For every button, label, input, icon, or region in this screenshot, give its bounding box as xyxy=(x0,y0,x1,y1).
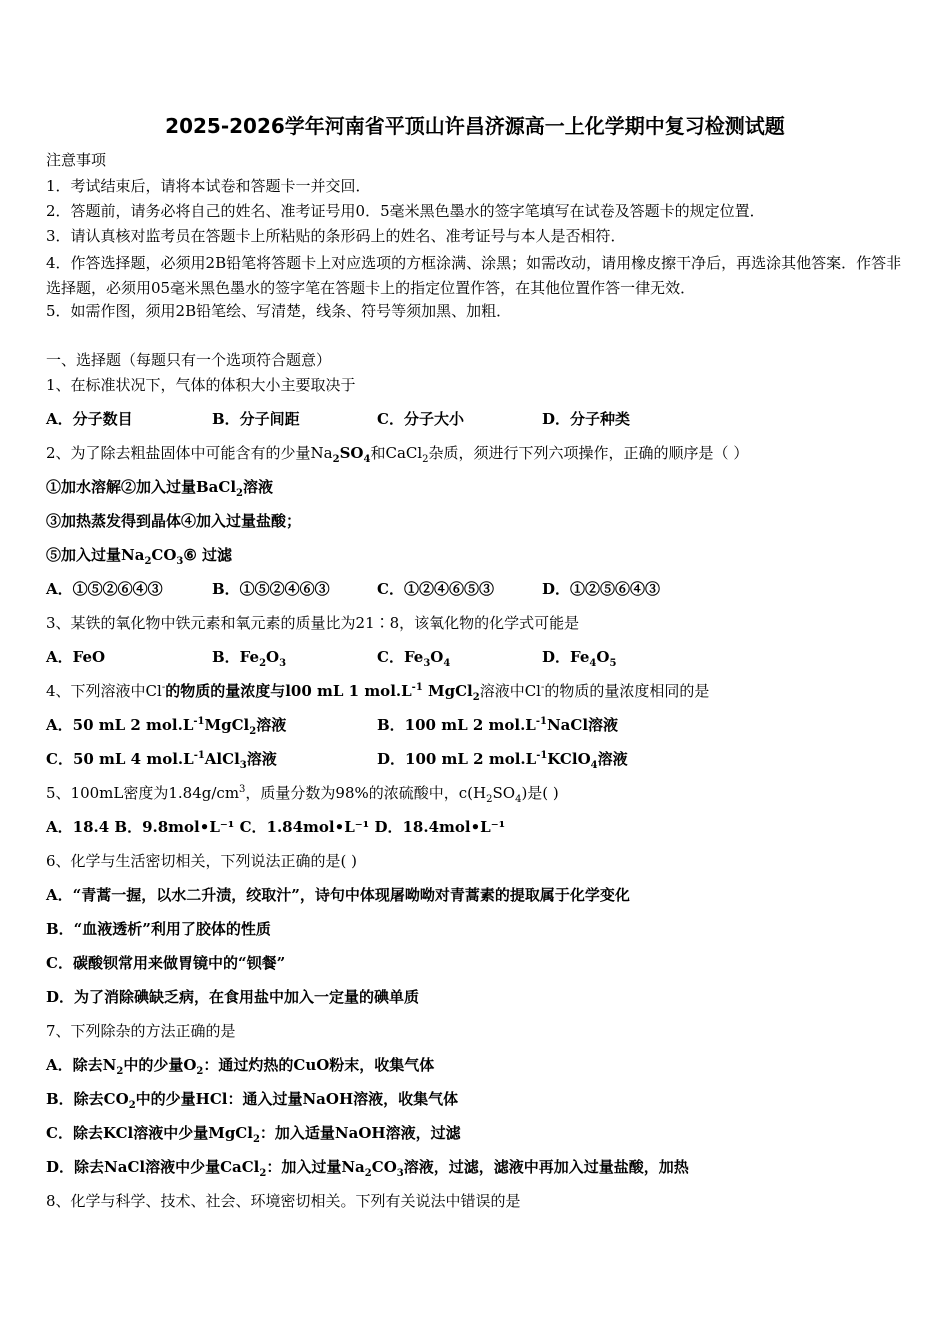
superscript: -1 xyxy=(411,682,423,693)
q4-option-d xyxy=(377,749,628,769)
notice-item-4: 4．作答选择题，必须用2B铅笔将答题卡上对应选项的方框涂满、涂黑；如需改动，请用橡皮擦干净后，再选涂其他答案．作答非选择题，必须用05毫米黑色墨水的签字笔在答题卡上的指定位置作答，在其他位置作答一律无效． xyxy=(46,254,902,297)
q4-option-text: D．100 mL 2 mol.L xyxy=(377,750,537,768)
q4-stem-part: 的物质的量浓度相同的是 xyxy=(544,682,710,700)
q1-option-c: C．分子大小 xyxy=(377,410,464,428)
q4-stem-part: MgCl xyxy=(422,682,473,700)
q4-option-text: 溶液 xyxy=(256,716,287,734)
q7-option-a xyxy=(46,1055,434,1075)
q4-option-c xyxy=(46,749,277,769)
q3-option-d xyxy=(542,647,616,667)
subscript: 2 xyxy=(259,1168,267,1179)
q7-option-text: ：加入适量NaOH溶液，过滤 xyxy=(259,1124,461,1142)
superscript: -1 xyxy=(535,716,547,727)
subscript: 4 xyxy=(590,760,598,771)
q2-step-text: ⑤加入过量Na xyxy=(46,546,145,564)
q1-option-a: A．分子数目 xyxy=(46,410,133,428)
subscript: 4 xyxy=(363,454,371,465)
subscript: 4 xyxy=(515,794,522,805)
subscript: 2 xyxy=(249,726,257,737)
subscript: 2 xyxy=(128,1100,136,1111)
subscript: 2 xyxy=(252,1134,260,1145)
q6-option-c: C．碳酸钡常用来做胃镜中的“钡餐” xyxy=(46,954,286,972)
q7-option-d xyxy=(46,1157,689,1177)
q4-option-text: C．50 mL 4 mol.L xyxy=(46,750,194,768)
q3-option-c xyxy=(377,647,450,667)
subscript: 2 xyxy=(364,1168,372,1179)
q7-option-text: 溶液，过滤，滤液中再加入过量盐酸，加热 xyxy=(403,1158,689,1176)
subscript: 3 xyxy=(239,760,247,771)
q4-option-text: KClO xyxy=(547,750,591,768)
q2-option-a: A．①⑤②⑥④③ xyxy=(46,580,163,598)
question-4-stem xyxy=(46,681,709,701)
notice-heading: 注意事项 xyxy=(46,151,107,169)
subscript: 2 xyxy=(422,454,429,465)
question-1-stem: 1、在标准状况下，气体的体积大小主要取决于 xyxy=(46,376,356,394)
q4-option-b xyxy=(377,715,618,735)
q2-option-d: D．①②⑤⑥④③ xyxy=(542,580,661,598)
q7-option-b xyxy=(46,1089,458,1109)
question-8-stem: 8、化学与科学、技术、社会、环境密切相关。下列有关说法中错误的是 xyxy=(46,1192,521,1210)
q4-stem-part: 溶液中Cl xyxy=(479,682,541,700)
question-6-stem: 6、化学与生活密切相关，下列说法正确的是( ) xyxy=(46,852,358,870)
q3-option-text: B．Fe xyxy=(212,648,260,666)
question-2-stem xyxy=(46,443,748,463)
q4-stem-part: 4、下列溶液中Cl xyxy=(46,682,162,700)
q2-steps-3 xyxy=(46,545,232,565)
q4-option-text: A．50 mL 2 mol.L xyxy=(46,716,194,734)
notice-item-1: 1．考试结束后，请将本试卷和答题卡一并交回． xyxy=(46,177,371,195)
q5-stem-part: ，质量分数为98%的浓硫酸中，c(H xyxy=(245,784,487,802)
notice-item-3: 3．请认真核对监考员在答题卡上所粘贴的条形码上的姓名、准考证号与本人是否相符． xyxy=(46,227,626,245)
q2-steps-1 xyxy=(46,477,273,497)
q4-option-text: 溶液 xyxy=(246,750,277,768)
subscript: 4 xyxy=(443,658,451,669)
subscript: 2 xyxy=(472,692,480,703)
subscript: 2 xyxy=(332,454,340,465)
exam-title: 2025-2026学年河南省平顶山许昌济源高一上化学期中复习检测试题 xyxy=(165,114,785,138)
q3-option-a: A．FeO xyxy=(46,648,106,666)
q3-option-text: O xyxy=(596,648,610,666)
subscript: 2 xyxy=(259,658,267,669)
q4-option-text: MgCl xyxy=(204,716,250,734)
q2-step-text: 溶液 xyxy=(243,478,274,496)
q7-option-text: CO xyxy=(371,1158,397,1176)
q2-option-b: B．①⑤②④⑥③ xyxy=(212,580,330,598)
superscript: - xyxy=(161,682,166,693)
q4-option-text: B．100 mL 2 mol.L xyxy=(377,716,536,734)
q4-option-text: 溶液 xyxy=(597,750,628,768)
subscript: 2 xyxy=(116,1066,124,1077)
q4-option-text: NaCl溶液 xyxy=(546,716,619,734)
subscript: 4 xyxy=(589,658,597,669)
superscript: 3 xyxy=(239,784,246,795)
q7-option-text: C．除去KCl溶液中少量MgCl xyxy=(46,1124,253,1142)
superscript: - xyxy=(540,682,545,693)
q6-option-b: B．“血液透析”利用了胶体的性质 xyxy=(46,920,271,938)
q2-step-text: CO xyxy=(151,546,177,564)
section-heading: 一、选择题（每题只有一个选项符合题意） xyxy=(46,351,332,369)
subscript: 3 xyxy=(396,1168,404,1179)
q3-option-b xyxy=(212,647,286,667)
q7-option-c xyxy=(46,1123,461,1143)
q3-option-text: D．Fe xyxy=(542,648,590,666)
superscript: -1 xyxy=(193,716,205,727)
q4-option-a xyxy=(46,715,286,735)
q7-option-text: ：加入过量Na xyxy=(266,1158,365,1176)
question-5-options: A．18.4 B．9.8mol•L⁻¹ C．1.84mol•L⁻¹ D．18.4mol•L⁻¹ xyxy=(46,818,506,836)
q4-option-text: AlCl xyxy=(204,750,240,768)
q5-stem-part: SO xyxy=(492,784,516,802)
subscript: 5 xyxy=(609,658,617,669)
q7-option-text: ：通过灼热的CuO粉末，收集气体 xyxy=(203,1056,435,1074)
q7-option-text: 中的少量HCl：通入过量NaOH溶液，收集气体 xyxy=(135,1090,459,1108)
notice-item-5: 5．如需作图，须用2B铅笔绘、写清楚，线条、符号等须加黑、加粗． xyxy=(46,302,512,320)
question-7-stem: 7、下列除杂的方法正确的是 xyxy=(46,1022,236,1040)
q2-stem-part: 和CaCl xyxy=(370,444,423,462)
q2-stem-part: 杂质，须进行下列六项操作，正确的顺序是（ ） xyxy=(428,444,749,462)
q2-stem-part: SO xyxy=(339,444,364,462)
q1-option-b: B．分子间距 xyxy=(212,410,300,428)
q6-option-d: D．为了消除碘缺乏病，在食用盐中加入一定量的碘单质 xyxy=(46,988,420,1006)
q6-option-a: A．“青蒿一握，以水二升渍，绞取汁”，诗句中体现屠呦呦对青蒿素的提取属于化学变化 xyxy=(46,886,630,904)
superscript: -1 xyxy=(536,750,548,761)
q5-stem-part: )是( ) xyxy=(521,784,559,802)
question-5-stem xyxy=(46,783,559,803)
q2-steps-2: ③加热蒸发得到晶体④加入过量盐酸； xyxy=(46,512,302,530)
q7-option-text: B．除去CO xyxy=(46,1090,129,1108)
subscript: 3 xyxy=(176,556,184,567)
subscript: 2 xyxy=(236,488,244,499)
q7-option-text: 中的少量O xyxy=(123,1056,197,1074)
q2-step-text: ⑥ 过滤 xyxy=(183,546,233,564)
q3-option-text: O xyxy=(430,648,444,666)
q3-option-text: O xyxy=(266,648,280,666)
q2-step-text: ①加水溶解②加入过量BaCl xyxy=(46,478,237,496)
subscript: 3 xyxy=(423,658,431,669)
notice-item-2: 2．答题前，请务必将自己的姓名、准考证号用0．5毫米黑色墨水的签字笔填写在试卷及答题卡的规定位置． xyxy=(46,202,765,220)
subscript: 2 xyxy=(196,1066,204,1077)
question-3-stem: 3、某铁的氧化物中铁元素和氧元素的质量比为21∶8，该氧化物的化学式可能是 xyxy=(46,614,580,632)
subscript: 2 xyxy=(486,794,493,805)
subscript: 2 xyxy=(144,556,152,567)
q2-stem-part: 2、为了除去粗盐固体中可能含有的少量Na xyxy=(46,444,333,462)
q7-option-text: D．除去NaCl溶液中少量CaCl xyxy=(46,1158,260,1176)
q4-stem-part: 的物质的量浓度与l00 mL 1 mol.L xyxy=(165,682,412,700)
q1-option-d: D．分子种类 xyxy=(542,410,631,428)
superscript: -1 xyxy=(193,750,205,761)
subscript: 3 xyxy=(279,658,287,669)
q7-option-text: A．除去N xyxy=(46,1056,117,1074)
q2-option-c: C．①②④⑥⑤③ xyxy=(377,580,494,598)
q3-option-text: C．Fe xyxy=(377,648,424,666)
q5-stem-part: 5、100mL密度为1.84g/cm xyxy=(46,784,240,802)
